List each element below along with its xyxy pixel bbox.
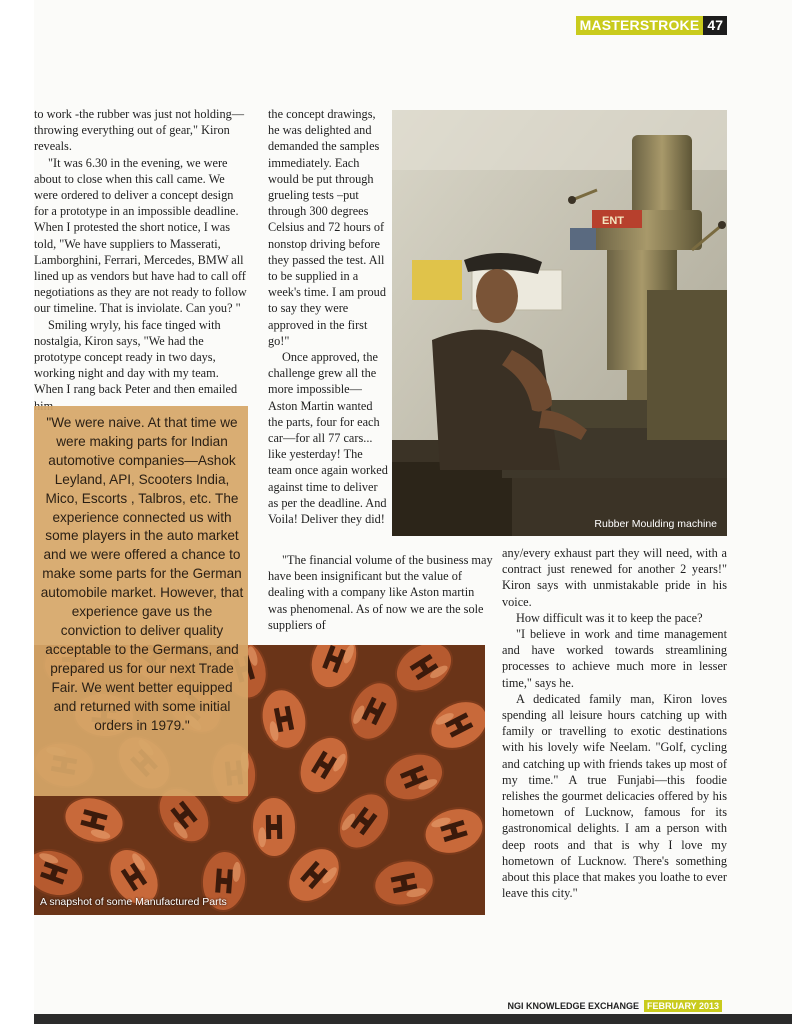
rubber-part-shape [251, 797, 296, 858]
page-footer [507, 1000, 722, 1012]
paragraph: How difficult was it to keep the pace? [516, 610, 703, 625]
section-header [576, 16, 727, 35]
article-column-left [34, 106, 249, 414]
machine-brand-label: ENT [602, 215, 624, 227]
machine-photo-caption: Rubber Moulding machine [594, 518, 717, 530]
article-column-middle [268, 106, 388, 527]
page-bottom-edge [34, 1014, 792, 1024]
paragraph: "I believe in work and time management and have worked towards streamlining processes to achieve much more in lesser time," says he. [502, 627, 727, 690]
paragraph: to work -the rubber was just not holding—throwing everything out of gear," Kiron reveals. [34, 107, 245, 154]
page-left-margin [0, 0, 34, 1024]
article-column-middle-lower [268, 552, 493, 633]
pull-quote-box [34, 406, 248, 796]
paragraph: any/every exhaust part they will need, with a contract just renewed for another 2 years!" Kiron says with unmistakable pride in his voice. [502, 546, 727, 609]
magazine-name: NGI KNOWLEDGE EXCHANGE [507, 1001, 639, 1011]
paragraph: A dedicated family man, Kiron loves spending all leisure hours catching up with family or travelling to exotic destinations with his lovely wife Neelam. "Golf, cycling and catching up with friends takes up most of my time." A true Funjabi—this foodie relishes the gourmet delicacies offered by his hometown of Lucknow, famous for its gastronomical delights. I am a person with deep roots and that is why I love my hometown of Lucknow. There's something about this place that makes you loathe to ever leave this city." [502, 691, 727, 901]
page-number: 47 [703, 16, 727, 35]
pull-quote-text: "We were naive. At that time we were making parts for Indian automotive companies—Ashok Leyland, API, Scooters India, Mico, Escorts , Talbros, etc. The experience connected us with some players in the auto market and we were offered a chance to make some parts for the German automobile market. However, that experience gave us the conviction to deliver quality acceptable to the Germans, and prepared us for our next Trade Fair. We went better equipped and returned with some initial orders in 1979." [40, 415, 244, 733]
section-title: MASTERSTROKE [576, 16, 704, 35]
article-column-right [502, 545, 727, 901]
parts-photo-caption: A snapshot of some Manufactured Parts [40, 896, 227, 908]
machine-photo-illustration [392, 110, 727, 536]
paragraph: Once approved, the challenge grew all the more impossible—Aston Martin wanted the parts, four for each car—for all 77 cars... like yesterday! The team once again worked against time to deliver as per the deadline. And Voila! Deliver they did! [268, 350, 388, 527]
paragraph: Smiling wryly, his face tinged with nostalgia, Kiron says, "We had the prototype concept ready in two days, working night and day with my team. When I rang back Peter and then emailed [34, 317, 238, 397]
paragraph: "It was 6.30 in the evening, we were about to close when this call came. We were ordered to deliver a concept design for a prototype in an impossible deadline. When I protested the short notice, I was told, "We have suppliers to Masserati, Lamborghini, Ferrari, Mercedes, BMW all lined up as vendors but have had to call off negotiations as they are not ready to follow our timeline. That is inviolate. Can you? " [34, 155, 247, 316]
issue-date: FEBRUARY 2013 [644, 1000, 722, 1012]
paragraph: "The financial volume of the business may have been insignificant but the value of dealing with a company like Aston martin was phenomenal. As of now we are the sole suppliers of [268, 553, 493, 632]
paragraph: the concept drawings, he was delighted and demanded the samples immediately. Each would be put through grueling tests –put through 300 degrees Celsius and 72 hours of nonstop driving before they passed the test. All to be supplied in a week's time. I am proud to say they were approved in the first go!" [268, 107, 386, 348]
rubber-moulding-machine-photo [392, 110, 727, 536]
